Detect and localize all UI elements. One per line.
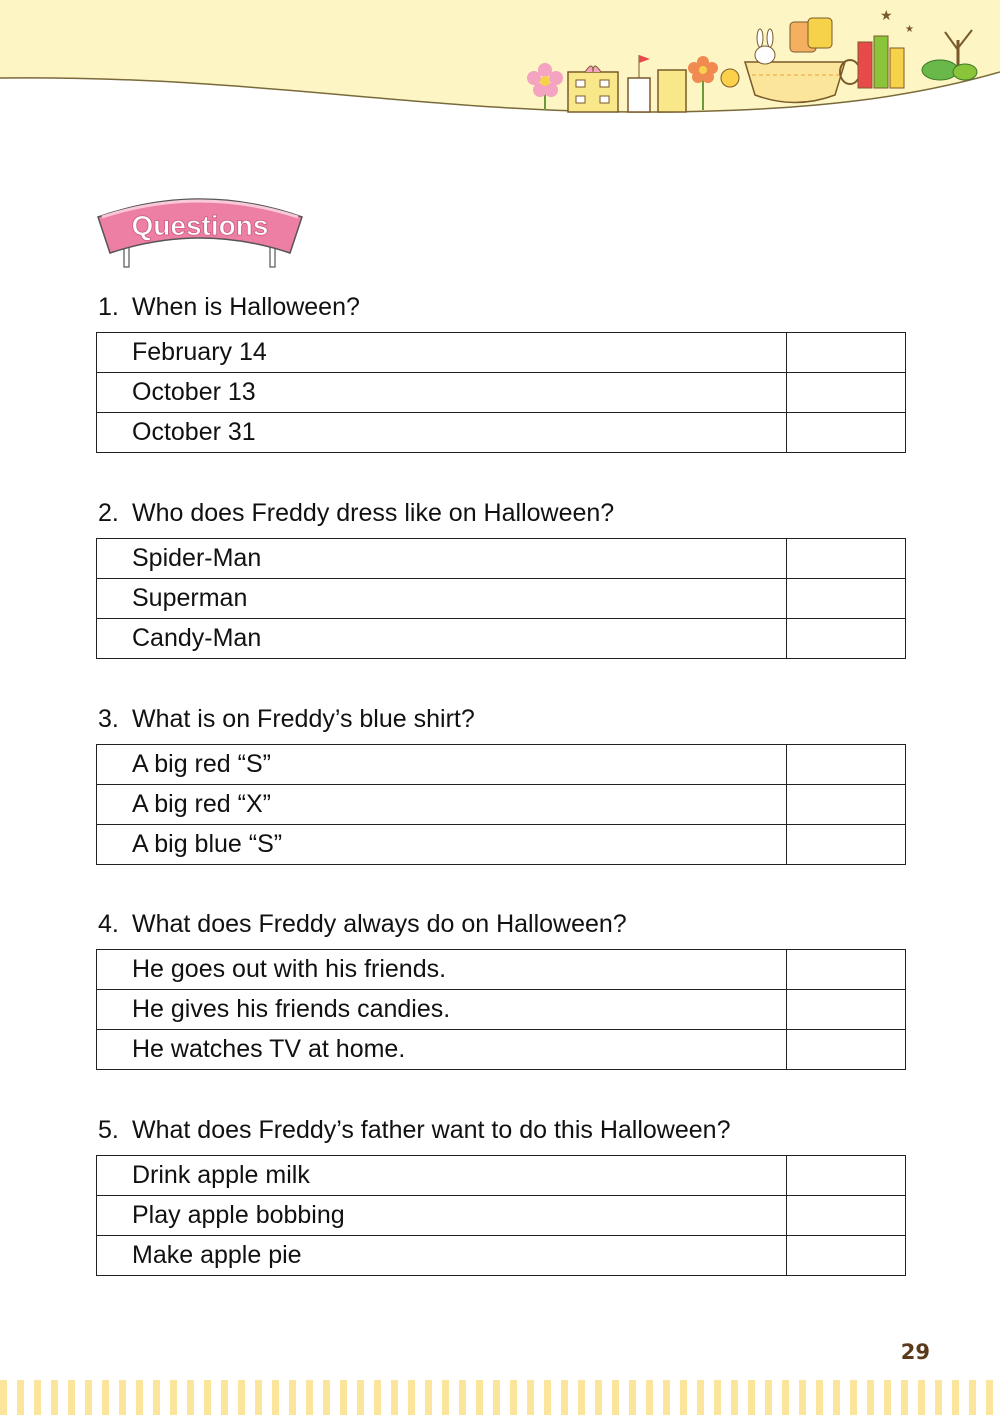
question-text [96,1115,906,1145]
answer-option: Play apple bobbing [97,1196,787,1236]
answer-option: A big blue “S” [97,825,787,865]
answer-table [96,332,906,453]
answer-table [96,538,906,659]
answer-checkbox[interactable] [787,333,906,373]
answer-row [97,785,906,825]
answer-row [97,1196,906,1236]
question-prompt: Who does Freddy dress like on Halloween? [132,499,615,527]
question-number: 1. [98,293,119,321]
answer-option: He goes out with his friends. [97,950,787,990]
answer-row [97,373,906,413]
answer-option: A big red “X” [97,785,787,825]
answer-checkbox[interactable] [787,579,906,619]
question-number: 4. [98,910,119,938]
answer-checkbox[interactable] [787,1196,906,1236]
question-3 [96,704,906,865]
question-prompt: What does Freddy always do on Halloween? [132,910,627,938]
question-text [96,292,906,322]
answer-checkbox[interactable] [787,1236,906,1276]
answer-checkbox[interactable] [787,413,906,453]
answer-option: He watches TV at home. [97,1030,787,1070]
answer-option: October 13 [97,373,787,413]
question-number: 5. [98,1116,119,1144]
answer-checkbox[interactable] [787,950,906,990]
question-1 [96,292,906,453]
answer-checkbox[interactable] [787,619,906,659]
answer-table [96,949,906,1070]
answer-option: He gives his friends candies. [97,990,787,1030]
svg-text:★: ★ [880,7,893,23]
svg-text:★: ★ [905,24,914,35]
answer-checkbox[interactable] [787,539,906,579]
answer-checkbox[interactable] [787,1030,906,1070]
question-number: 2. [98,499,119,527]
footer-stripe [0,1380,1000,1415]
answer-row [97,825,906,865]
answer-checkbox[interactable] [787,990,906,1030]
answer-table [96,744,906,865]
header-decoration [0,0,1000,120]
answer-row [97,950,906,990]
answer-row [97,413,906,453]
answer-row [97,1236,906,1276]
question-4 [96,909,906,1070]
answer-row [97,619,906,659]
answer-row [97,1030,906,1070]
question-prompt: What is on Freddy’s blue shirt? [132,705,475,733]
answer-table [96,1155,906,1276]
questions-banner [90,185,310,275]
question-prompt: What does Freddy’s father want to do this Halloween? [132,1116,731,1144]
question-prompt: When is Halloween? [132,293,360,321]
question-text [96,909,906,939]
answer-row [97,745,906,785]
answer-checkbox[interactable] [787,1156,906,1196]
answer-option: February 14 [97,333,787,373]
answer-option: Drink apple milk [97,1156,787,1196]
gift-house-icon [568,66,618,112]
page-number: 29 [900,1340,930,1364]
banner-title: Questions [131,210,269,241]
answer-checkbox[interactable] [787,785,906,825]
answer-row [97,539,906,579]
answer-option: Candy-Man [97,619,787,659]
answer-row [97,333,906,373]
question-number: 3. [98,705,119,733]
answer-checkbox[interactable] [787,825,906,865]
question-text [96,498,906,528]
answer-checkbox[interactable] [787,373,906,413]
answer-option: Superman [97,579,787,619]
answer-row [97,1156,906,1196]
question-2 [96,498,906,659]
answer-option: Make apple pie [97,1236,787,1276]
answer-checkbox[interactable] [787,745,906,785]
answer-option: October 31 [97,413,787,453]
answer-option: A big red “S” [97,745,787,785]
question-5 [96,1115,906,1276]
answer-option: Spider-Man [97,539,787,579]
answer-row [97,990,906,1030]
answer-row [97,579,906,619]
question-text [96,704,906,734]
